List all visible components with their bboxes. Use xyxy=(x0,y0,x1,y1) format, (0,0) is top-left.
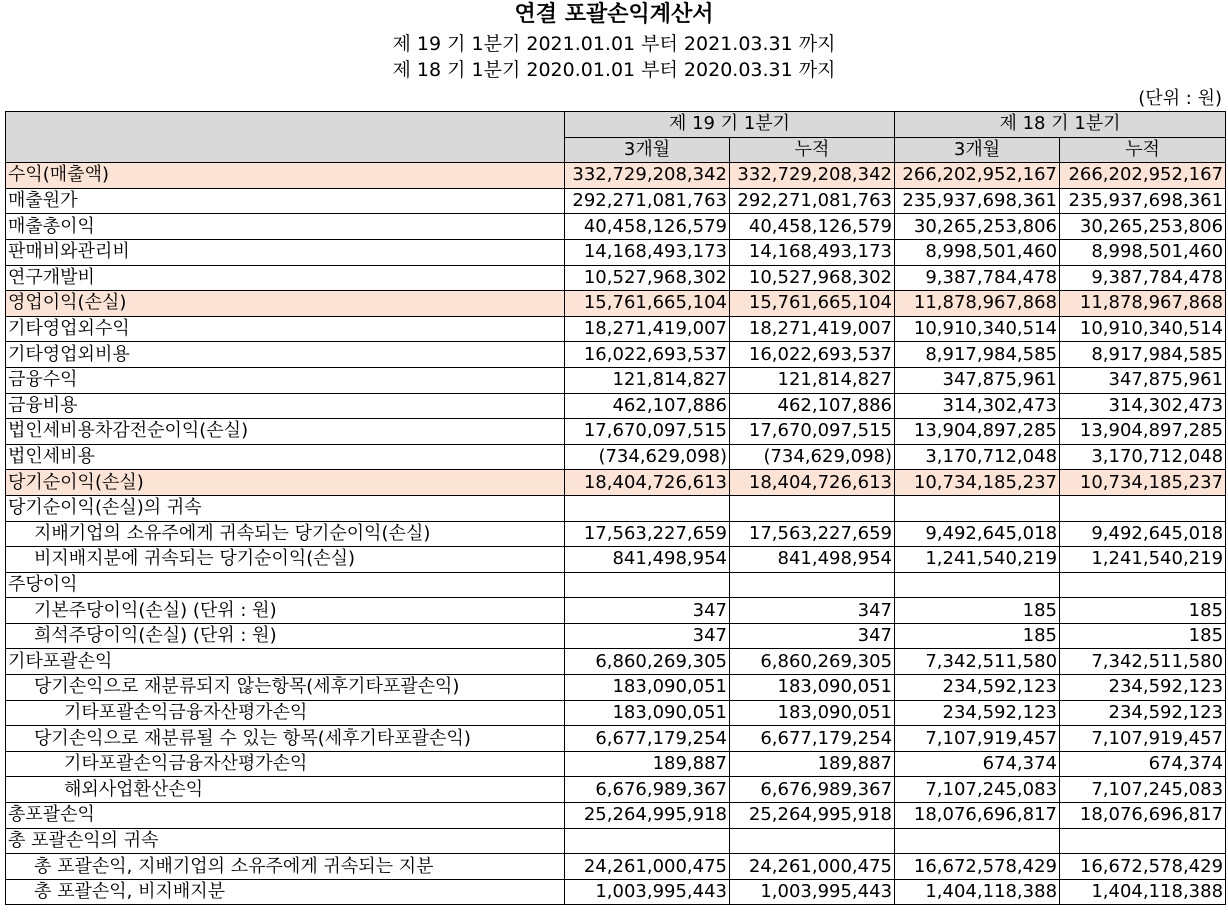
row-value: 3,170,712,048 xyxy=(895,444,1060,470)
row-value: 16,672,578,429 xyxy=(895,854,1060,880)
row-label: 비지배지분에 귀속되는 당기순이익(손실) xyxy=(6,547,565,573)
row-value xyxy=(895,828,1060,854)
row-value: 17,563,227,659 xyxy=(730,521,895,547)
row-label: 법인세비용 xyxy=(6,444,565,470)
row-value: 347 xyxy=(565,623,730,649)
current-period: 제 19 기 1분기 2021.01.01 부터 2021.03.31 까지 xyxy=(392,33,836,55)
row-value: 14,168,493,173 xyxy=(730,239,895,265)
row-value: 18,271,419,007 xyxy=(730,316,895,342)
row-value xyxy=(1060,572,1226,598)
row-value: 16,022,693,537 xyxy=(565,342,730,368)
row-value: 6,676,989,367 xyxy=(565,777,730,803)
row-value: 1,241,540,219 xyxy=(1060,547,1226,573)
row-value: 235,937,698,361 xyxy=(895,188,1060,214)
row-value: 462,107,886 xyxy=(730,393,895,419)
table-row xyxy=(6,470,1226,496)
table-row xyxy=(6,291,1226,317)
table-row xyxy=(6,367,1226,393)
row-value: 347 xyxy=(730,598,895,624)
table-row xyxy=(6,163,1226,189)
row-value: 234,592,123 xyxy=(1060,700,1226,726)
row-value: 8,917,984,585 xyxy=(1060,342,1226,368)
row-value: 40,458,126,579 xyxy=(730,214,895,240)
row-value: (734,629,098) xyxy=(565,444,730,470)
table-row xyxy=(6,700,1226,726)
row-label: 연구개발비 xyxy=(6,265,565,291)
row-value: 6,860,269,305 xyxy=(565,649,730,675)
row-value: 332,729,208,342 xyxy=(730,163,895,189)
statement-title: 연결 포괄손익계산서 xyxy=(514,2,714,27)
row-value: 13,904,897,285 xyxy=(1060,419,1226,445)
row-value: 234,592,123 xyxy=(1060,675,1226,701)
row-value: 24,261,000,475 xyxy=(730,854,895,880)
row-value: 30,265,253,806 xyxy=(1060,214,1226,240)
row-value: 17,670,097,515 xyxy=(730,419,895,445)
row-value: 234,592,123 xyxy=(895,675,1060,701)
table-row xyxy=(6,239,1226,265)
row-value: 10,910,340,514 xyxy=(895,316,1060,342)
row-label: 총 포괄손익, 비지배지분 xyxy=(6,879,565,905)
row-value xyxy=(1060,828,1226,854)
header-prior-3m: 3개월 xyxy=(895,137,1060,163)
row-value: 332,729,208,342 xyxy=(565,163,730,189)
row-value: 266,202,952,167 xyxy=(895,163,1060,189)
table-row xyxy=(6,649,1226,675)
table-row xyxy=(6,726,1226,752)
row-label: 주당이익 xyxy=(6,572,565,598)
row-label: 당기순이익(손실) xyxy=(6,470,565,496)
row-value: 841,498,954 xyxy=(730,547,895,573)
row-value: 347 xyxy=(730,623,895,649)
row-value: 292,271,081,763 xyxy=(730,188,895,214)
row-value: 17,670,097,515 xyxy=(565,419,730,445)
row-value: 7,107,919,457 xyxy=(895,726,1060,752)
row-label: 기타포괄손익금융자산평가손익 xyxy=(6,751,565,777)
header-current-cumulative: 누적 xyxy=(730,137,895,163)
row-value: 314,302,473 xyxy=(1060,393,1226,419)
row-value: 185 xyxy=(895,623,1060,649)
row-value: 183,090,051 xyxy=(730,700,895,726)
row-value: 10,734,185,237 xyxy=(1060,470,1226,496)
row-value: 183,090,051 xyxy=(565,675,730,701)
row-value: 7,107,245,083 xyxy=(1060,777,1226,803)
row-label: 총 포괄손익의 귀속 xyxy=(6,828,565,854)
row-value: 189,887 xyxy=(730,751,895,777)
row-value: 6,860,269,305 xyxy=(730,649,895,675)
row-value: 292,271,081,763 xyxy=(565,188,730,214)
table-row xyxy=(6,316,1226,342)
row-value: 266,202,952,167 xyxy=(1060,163,1226,189)
row-label: 지배기업의 소유주에게 귀속되는 당기순이익(손실) xyxy=(6,521,565,547)
row-label: 기타영업외비용 xyxy=(6,342,565,368)
row-value: 1,003,995,443 xyxy=(730,879,895,905)
table-row xyxy=(6,342,1226,368)
row-value: 10,910,340,514 xyxy=(1060,316,1226,342)
header-row-groups xyxy=(6,112,1226,138)
row-value: 6,676,989,367 xyxy=(730,777,895,803)
row-value xyxy=(565,828,730,854)
row-value: 18,076,696,817 xyxy=(895,803,1060,829)
row-value: 24,261,000,475 xyxy=(565,854,730,880)
row-value xyxy=(895,495,1060,521)
row-value: 18,271,419,007 xyxy=(565,316,730,342)
row-value xyxy=(730,572,895,598)
table-row xyxy=(6,751,1226,777)
table-row xyxy=(6,879,1226,905)
row-label: 기타포괄손익금융자산평가손익 xyxy=(6,700,565,726)
row-value: 17,563,227,659 xyxy=(565,521,730,547)
header-account-cell xyxy=(6,112,565,163)
table-row xyxy=(6,623,1226,649)
row-value: 185 xyxy=(1060,598,1226,624)
table-row xyxy=(6,521,1226,547)
table-row xyxy=(6,675,1226,701)
row-value: 189,887 xyxy=(565,751,730,777)
row-label: 영업이익(손실) xyxy=(6,291,565,317)
header-current-3m: 3개월 xyxy=(565,137,730,163)
row-value: 347 xyxy=(565,598,730,624)
row-value xyxy=(730,495,895,521)
row-label: 기타영업외수익 xyxy=(6,316,565,342)
row-value: 9,387,784,478 xyxy=(895,265,1060,291)
row-value: 18,404,726,613 xyxy=(565,470,730,496)
row-value: 6,677,179,254 xyxy=(565,726,730,752)
row-value: 1,003,995,443 xyxy=(565,879,730,905)
header-prior-cumulative: 누적 xyxy=(1060,137,1226,163)
row-value: 314,302,473 xyxy=(895,393,1060,419)
row-value: 11,878,967,868 xyxy=(1060,291,1226,317)
row-value: 3,170,712,048 xyxy=(1060,444,1226,470)
prior-period: 제 18 기 1분기 2020.01.01 부터 2020.03.31 까지 xyxy=(392,59,836,81)
row-value: 183,090,051 xyxy=(730,675,895,701)
header-prior-period: 제 18 기 1분기 xyxy=(895,112,1226,138)
row-value: 9,492,645,018 xyxy=(1060,521,1226,547)
row-value: 121,814,827 xyxy=(565,367,730,393)
row-value: 40,458,126,579 xyxy=(565,214,730,240)
row-label: 당기순이익(손실)의 귀속 xyxy=(6,495,565,521)
row-label: 당기손익으로 재분류될 수 있는 항목(세후기타포괄손익) xyxy=(6,726,565,752)
row-value: 7,107,245,083 xyxy=(895,777,1060,803)
row-value: 235,937,698,361 xyxy=(1060,188,1226,214)
row-value: 234,592,123 xyxy=(895,700,1060,726)
row-label: 당기손익으로 재분류되지 않는항목(세후기타포괄손익) xyxy=(6,675,565,701)
row-value: 462,107,886 xyxy=(565,393,730,419)
table-row xyxy=(6,854,1226,880)
table-row xyxy=(6,393,1226,419)
row-value: 185 xyxy=(895,598,1060,624)
row-value: 30,265,253,806 xyxy=(895,214,1060,240)
row-value: 841,498,954 xyxy=(565,547,730,573)
header-current-period: 제 19 기 1분기 xyxy=(565,112,895,138)
row-value: 1,241,540,219 xyxy=(895,547,1060,573)
table-row xyxy=(6,214,1226,240)
row-value: 1,404,118,388 xyxy=(1060,879,1226,905)
row-value: 15,761,665,104 xyxy=(565,291,730,317)
table-row xyxy=(6,265,1226,291)
row-value: 121,814,827 xyxy=(730,367,895,393)
row-value: 1,404,118,388 xyxy=(895,879,1060,905)
row-value: 674,374 xyxy=(1060,751,1226,777)
row-value xyxy=(565,495,730,521)
row-value: 18,404,726,613 xyxy=(730,470,895,496)
row-value xyxy=(730,828,895,854)
row-value: 8,917,984,585 xyxy=(895,342,1060,368)
row-value: 347,875,961 xyxy=(1060,367,1226,393)
row-value xyxy=(1060,495,1226,521)
row-label: 기타포괄손익 xyxy=(6,649,565,675)
table-row xyxy=(6,572,1226,598)
row-value: 8,998,501,460 xyxy=(895,239,1060,265)
row-value: 347,875,961 xyxy=(895,367,1060,393)
row-value: 13,904,897,285 xyxy=(895,419,1060,445)
row-label: 총포괄손익 xyxy=(6,803,565,829)
row-value: 16,022,693,537 xyxy=(730,342,895,368)
table-row xyxy=(6,188,1226,214)
row-label: 금융수익 xyxy=(6,367,565,393)
row-label: 매출원가 xyxy=(6,188,565,214)
row-value: 8,998,501,460 xyxy=(1060,239,1226,265)
row-value xyxy=(895,572,1060,598)
row-value: 15,761,665,104 xyxy=(730,291,895,317)
row-value: 674,374 xyxy=(895,751,1060,777)
table-row xyxy=(6,777,1226,803)
income-statement-table xyxy=(5,111,1226,905)
row-value: 6,677,179,254 xyxy=(730,726,895,752)
row-value: 11,878,967,868 xyxy=(895,291,1060,317)
table-row xyxy=(6,828,1226,854)
row-label: 판매비와관리비 xyxy=(6,239,565,265)
table-row xyxy=(6,547,1226,573)
row-value: 16,672,578,429 xyxy=(1060,854,1226,880)
row-value: 7,342,511,580 xyxy=(1060,649,1226,675)
table-row xyxy=(6,598,1226,624)
row-label: 기본주당이익(손실) (단위 : 원) xyxy=(6,598,565,624)
row-value xyxy=(565,572,730,598)
row-value: 185 xyxy=(1060,623,1226,649)
row-label: 매출총이익 xyxy=(6,214,565,240)
row-value: 9,492,645,018 xyxy=(895,521,1060,547)
row-value: 10,734,185,237 xyxy=(895,470,1060,496)
unit-label: (단위 : 원) xyxy=(1138,88,1222,109)
row-label: 법인세비용차감전순이익(손실) xyxy=(6,419,565,445)
row-value: 10,527,968,302 xyxy=(730,265,895,291)
table-row xyxy=(6,495,1226,521)
table-row xyxy=(6,419,1226,445)
row-value: 10,527,968,302 xyxy=(565,265,730,291)
row-label: 희석주당이익(손실) (단위 : 원) xyxy=(6,623,565,649)
statement-body xyxy=(6,163,1226,905)
row-label: 해외사업환산손익 xyxy=(6,777,565,803)
row-value: 25,264,995,918 xyxy=(565,803,730,829)
row-label: 금융비용 xyxy=(6,393,565,419)
row-value: 18,076,696,817 xyxy=(1060,803,1226,829)
row-label: 수익(매출액) xyxy=(6,163,565,189)
row-value: 7,342,511,580 xyxy=(895,649,1060,675)
row-value: 14,168,493,173 xyxy=(565,239,730,265)
row-label: 총 포괄손익, 지배기업의 소유주에게 귀속되는 지분 xyxy=(6,854,565,880)
row-value: 25,264,995,918 xyxy=(730,803,895,829)
row-value: 183,090,051 xyxy=(565,700,730,726)
row-value: 7,107,919,457 xyxy=(1060,726,1226,752)
table-row xyxy=(6,803,1226,829)
row-value: (734,629,098) xyxy=(730,444,895,470)
row-value: 9,387,784,478 xyxy=(1060,265,1226,291)
table-row xyxy=(6,444,1226,470)
